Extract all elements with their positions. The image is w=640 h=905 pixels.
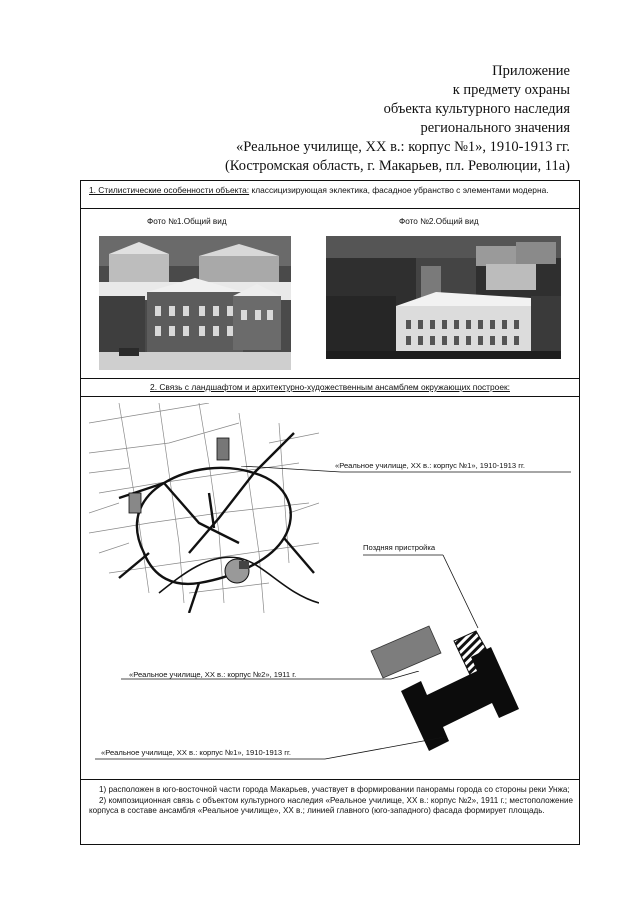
header-line-object: объекта культурного наследия — [383, 101, 570, 117]
document-frame — [80, 180, 580, 845]
header-line-significance: регионального значения — [420, 120, 570, 136]
photo1-caption: Фото №1.Общий вид — [147, 217, 227, 226]
footer-note-1: 1) расположен в юго-восточной части города Макарьев, участвует в формировании панорамы города со стороны реки Унжа; — [99, 785, 570, 794]
leader-line-corpus1 — [95, 737, 455, 761]
header-line-subject: к предмету охраны — [452, 82, 570, 98]
footer-note-2: 2) композиционная связь с объектом культурного наследия «Реальное училище, XX в.: корпус №2», 1911 г.; местоположение корпуса в составе ансамбля «Реальное училище», XX в.; линией главного (юго-западного) фасада формирует площадь. — [89, 795, 573, 816]
situation-map — [89, 403, 319, 613]
section1-text: классицизирующая эклектика, фасадное убранство с элементами модерна. — [249, 185, 549, 195]
section2-title — [81, 382, 579, 392]
photo1-general-view — [99, 236, 291, 370]
section2-title-text: 2. Связь с ландшафтом и архитектурно-художественным ансамблем окружающих построек: — [150, 382, 510, 392]
divider — [81, 779, 579, 780]
leader-line-corpus2 — [121, 671, 421, 681]
section1-style — [89, 185, 573, 196]
divider — [81, 208, 579, 209]
header-line-appendix: Приложение — [492, 63, 570, 79]
label-main-building: «Реальное училище, XX в.: корпус №1», 1910-1913 гг. — [335, 461, 525, 470]
footer-notes — [89, 785, 573, 817]
divider — [81, 378, 579, 379]
document-header — [170, 62, 570, 176]
photo2-general-view — [326, 236, 561, 359]
section1-title: 1. Стилистические особенности объекта: — [89, 185, 250, 195]
divider — [81, 396, 579, 397]
label-late-extension: Поздняя пристройка — [363, 543, 436, 552]
label-corpus2: «Реальное училище, XX в.: корпус №2», 1911 г. — [129, 670, 297, 679]
header-line-name: «Реальное училище, XX в.: корпус №1», 1910-1913 гг. — [235, 139, 570, 155]
label-corpus1: «Реальное училище, XX в.: корпус №1», 1910-1913 гг. — [101, 748, 291, 757]
photo2-caption: Фото №2.Общий вид — [399, 217, 479, 226]
header-line-address: (Костромская область, г. Макарьев, пл. Революции, 11а) — [224, 158, 570, 174]
leader-line-main — [241, 466, 571, 482]
